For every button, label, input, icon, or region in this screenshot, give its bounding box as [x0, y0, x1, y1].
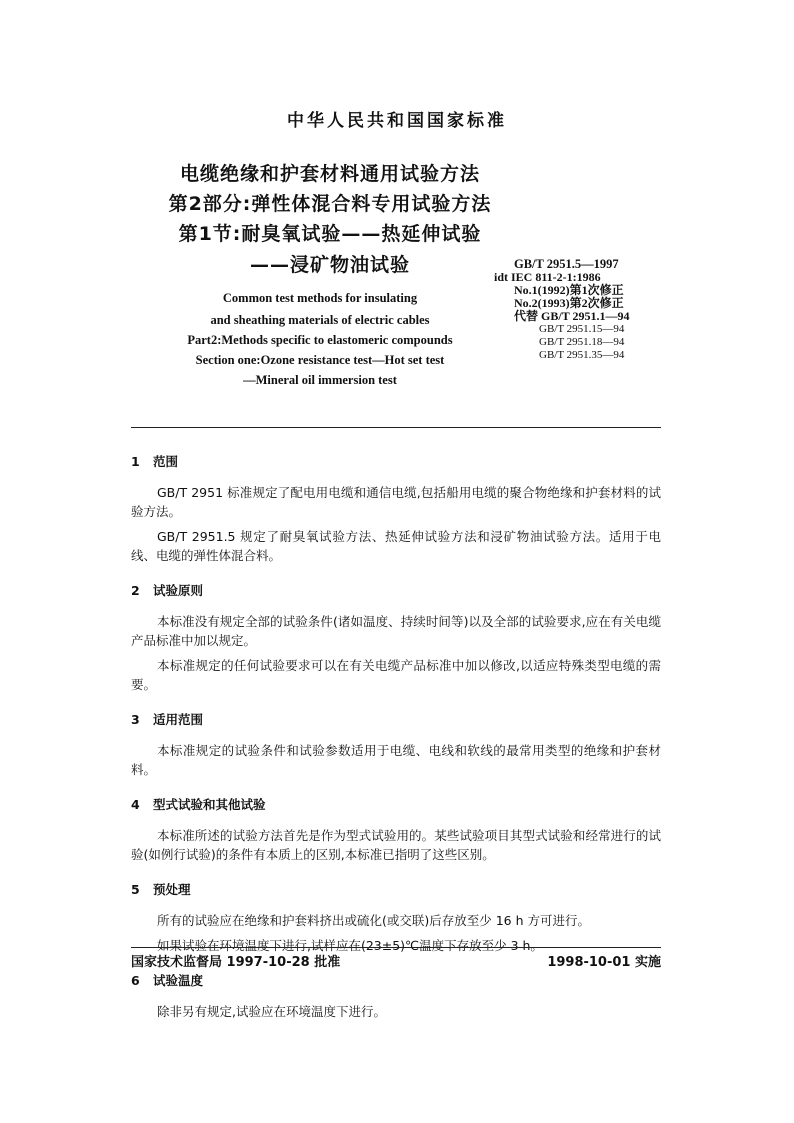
- section-number: 2: [131, 583, 140, 598]
- amendment-1: No.1(1992)第1次修正: [514, 283, 624, 297]
- title-en-line2: and sheathing materials of electric cables: [210, 313, 430, 327]
- replaces-standard: GB/T 2951.1—94: [541, 309, 630, 323]
- section-title: 预处理: [153, 882, 191, 897]
- paragraph: 本标准所述的试验方法首先是作为型式试验用的。某些试验项目其型式试验和经常进行的试验(如例行试验)的条件有本质上的区别,本标准已指明了这些区别。: [131, 828, 661, 862]
- section-title: 范围: [153, 454, 179, 469]
- paragraph: 本标准规定的任何试验要求可以在有关电缆产品标准中加以修改,以适应特殊类型电缆的需要。: [131, 658, 661, 692]
- section-title: 型式试验和其他试验: [153, 797, 266, 812]
- amendment-2: No.2(1993)第2次修正: [514, 296, 624, 310]
- section-number: 4: [131, 797, 140, 812]
- section-heading: [131, 581, 661, 600]
- section-heading: [131, 452, 661, 471]
- paragraph: GB/T 2951 标准规定了配电用电缆和通信电缆,包括船用电缆的聚合物绝缘和护套材料的试验方法。: [131, 485, 661, 519]
- title-en-line4: Section one:Ozone resistance test—Hot set test: [195, 353, 445, 367]
- section-title: 试验温度: [153, 973, 204, 988]
- section-heading: [131, 795, 661, 814]
- idt-reference: idt IEC 811-2-1:1986: [494, 270, 601, 284]
- section-heading: [131, 971, 661, 990]
- title-cn-line4: ——浸矿物油试验: [249, 254, 410, 276]
- paragraph: 所有的试验应在绝缘和护套料挤出或硫化(或交联)后存放至少 16 h 方可进行。: [157, 913, 591, 928]
- section-title: 试验原则: [153, 583, 204, 598]
- approval-date: 国家技术监督局 1997-10-28 批准: [131, 955, 341, 970]
- title-en-line1: Common test methods for insulating: [222, 291, 418, 305]
- paragraph: 本标准规定的试验条件和试验参数适用于电缆、电线和软线的最常用类型的绝缘和护套材料。: [131, 743, 661, 777]
- section-number: 3: [131, 712, 140, 727]
- paragraph: 如果试验在环境温度下进行,试样应在(23±5)℃温度下存放至少 3 h。: [157, 938, 543, 953]
- replaces-standard: GB/T 2951.15—94: [539, 323, 625, 335]
- national-standard-heading: 中华人民共和国国家标准: [287, 111, 507, 131]
- paragraph: GB/T 2951.5 规定了耐臭氧试验方法、热延伸试验方法和浸矿物油试验方法。适用于电线、电缆的弹性体混合料。: [131, 529, 661, 563]
- title-cn-line2: 第2部分:弹性体混合料专用试验方法: [168, 193, 492, 215]
- section-number: 6: [131, 973, 140, 988]
- section-heading: [131, 710, 661, 729]
- section-title: 适用范围: [153, 712, 204, 727]
- standard-number: GB/T 2951.5—1997: [514, 257, 619, 271]
- footer-divider: [131, 947, 661, 948]
- standard-codes-block: [480, 258, 655, 362]
- title-cn-line1: 电缆绝缘和护套材料通用试验方法: [179, 163, 480, 185]
- body-content: [131, 452, 661, 1021]
- section-number: 5: [131, 882, 140, 897]
- replaces-standard: GB/T 2951.18—94: [539, 336, 625, 348]
- header-divider: [131, 427, 661, 428]
- section-number: 1: [131, 454, 140, 469]
- title-en-line3: Part2:Methods specific to elastomeric compounds: [187, 333, 453, 347]
- replaces-standard: GB/T 2951.35—94: [539, 349, 625, 361]
- replaces-prefix: 代替: [514, 309, 539, 323]
- section-heading: [131, 880, 661, 899]
- paragraph: 本标准没有规定全部的试验条件(诸如温度、持续时间等)以及全部的试验要求,应在有关电缆产品标准中加以规定。: [131, 614, 661, 648]
- paragraph: 除非另有规定,试验应在环境温度下进行。: [157, 1004, 386, 1019]
- title-cn-line3: 第1节:耐臭氧试验——热延伸试验: [178, 223, 482, 245]
- implementation-date: 1998-10-01 实施: [547, 955, 661, 970]
- replaces-line-1: [480, 310, 655, 323]
- title-en-line5: —Mineral oil immersion test: [243, 373, 397, 387]
